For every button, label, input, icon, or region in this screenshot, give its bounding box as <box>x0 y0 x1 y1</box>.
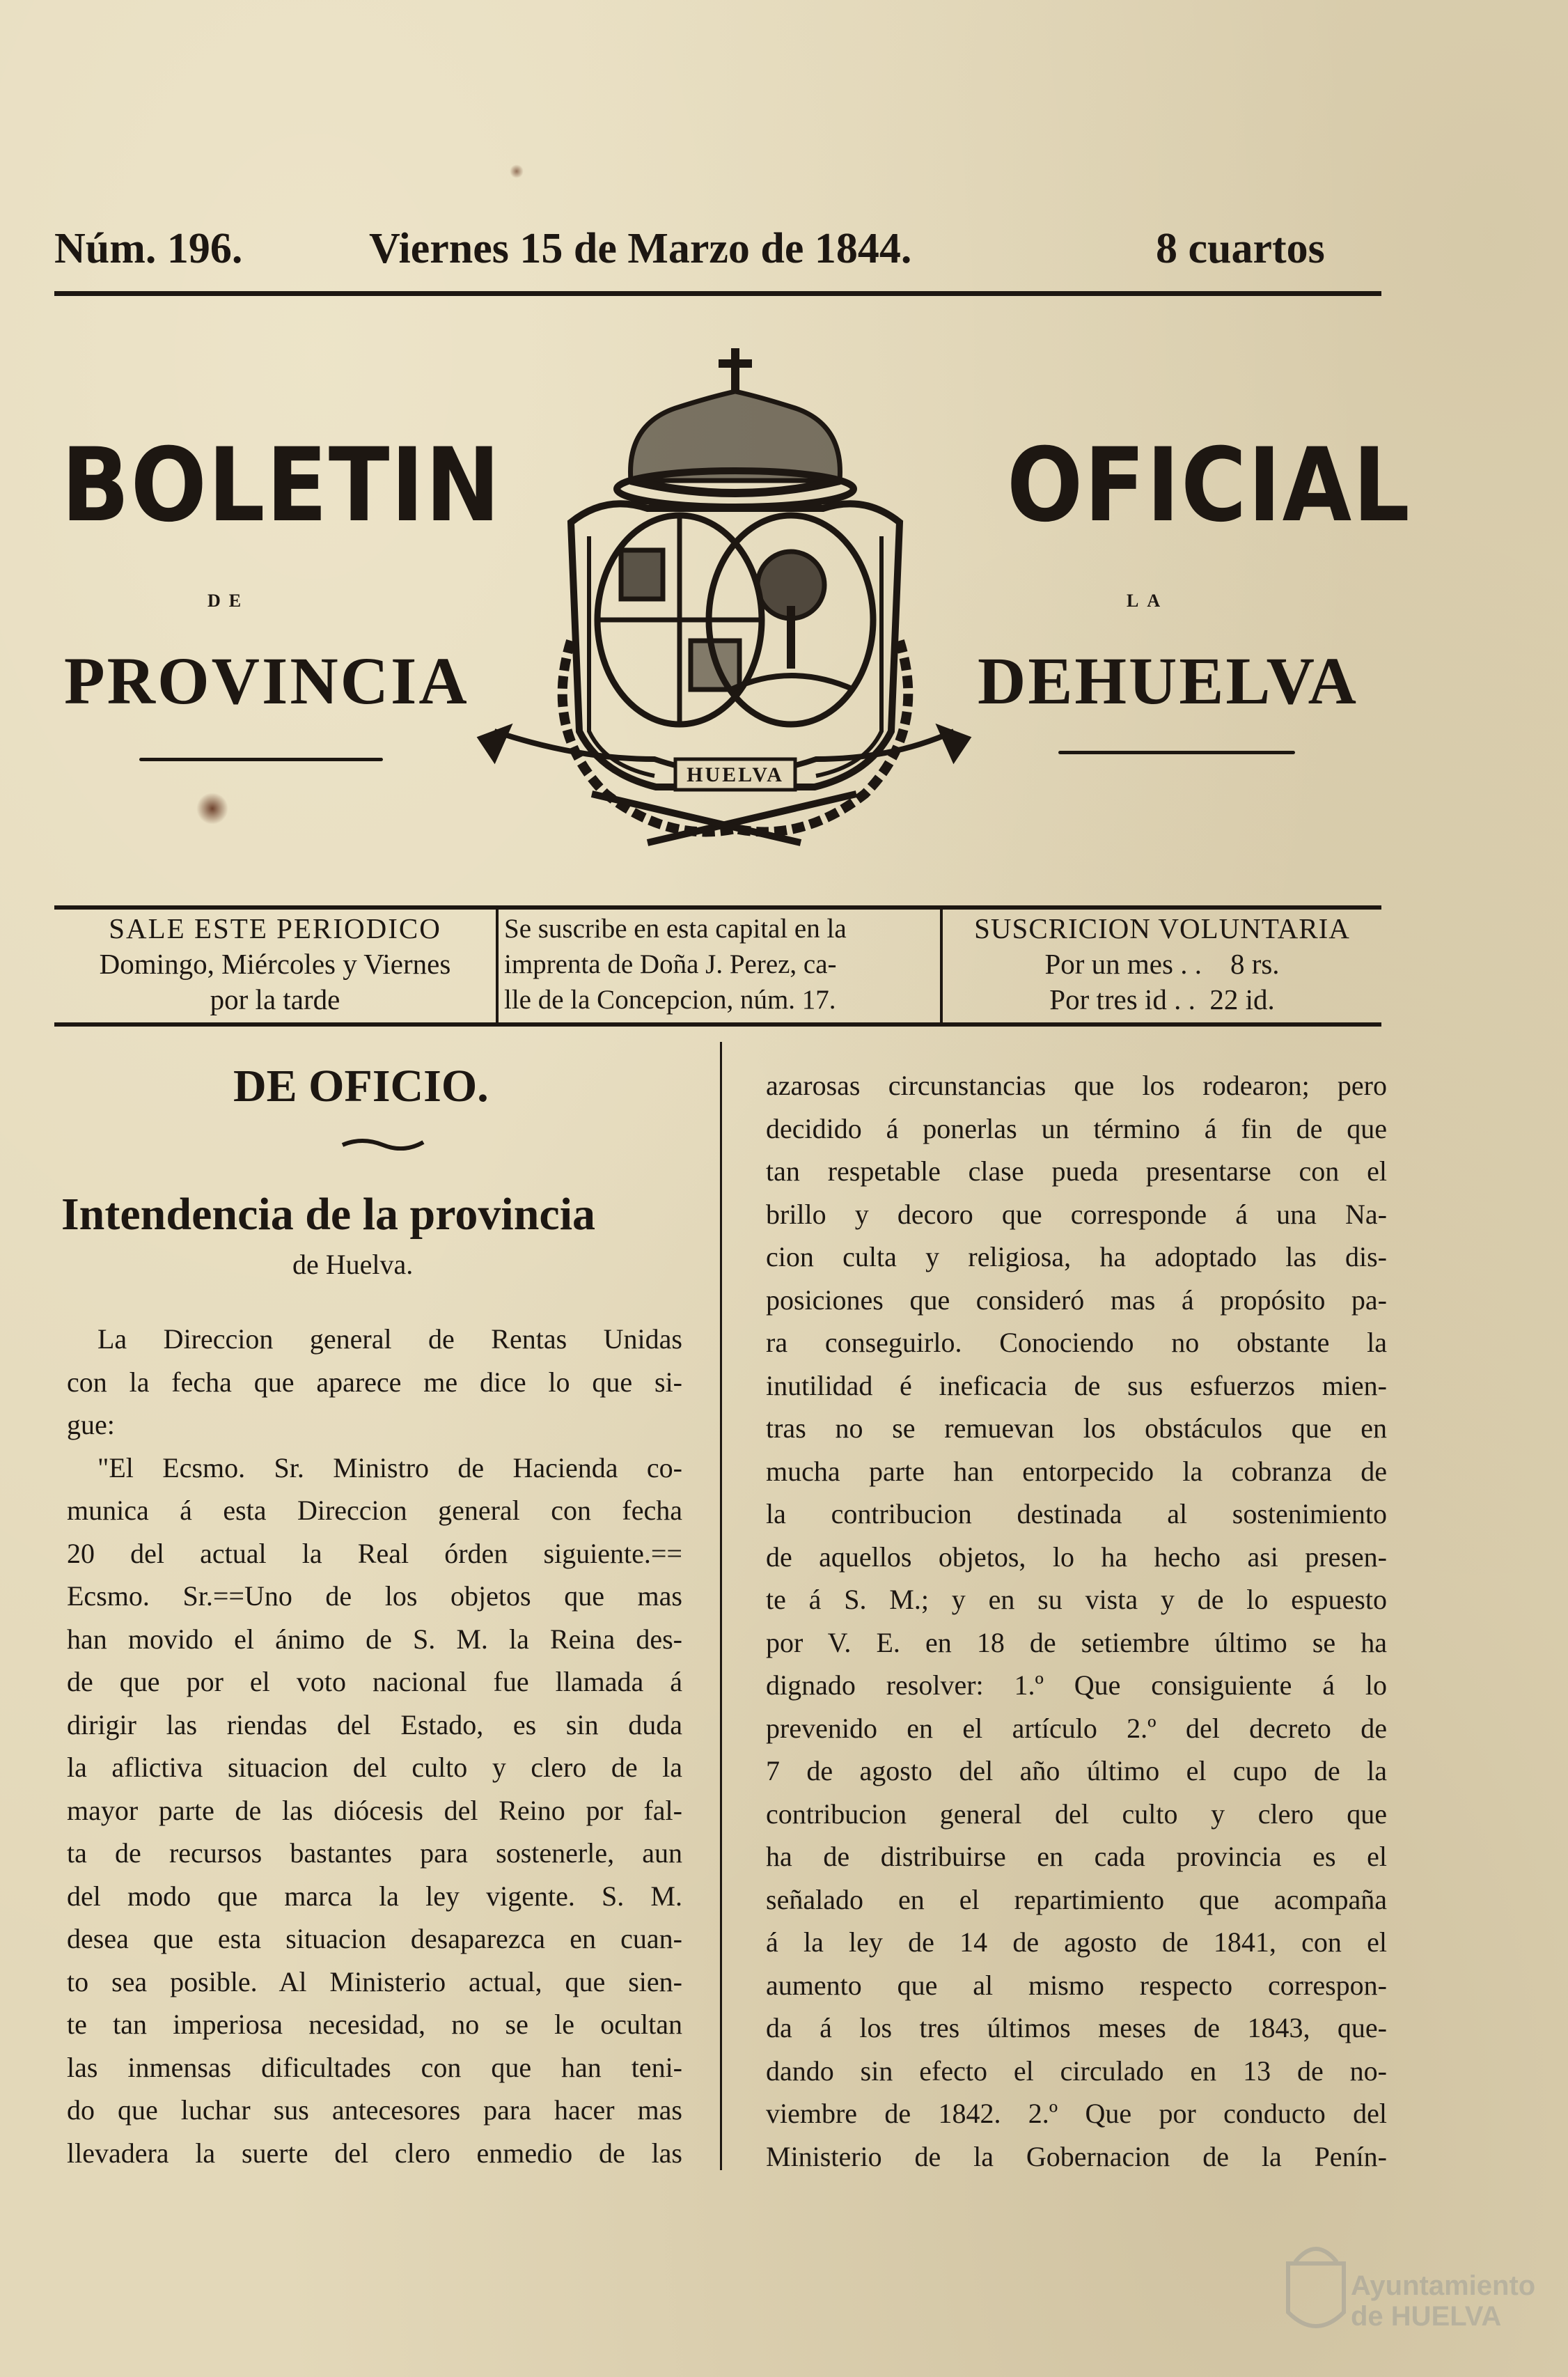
text-line: viembre de 1842. 2.º Que por conducto del <box>766 2098 1387 2129</box>
schedule-days: Domingo, Miércoles y Viernes <box>99 948 451 980</box>
title-la: LA <box>1127 591 1169 611</box>
text-line: 20 del actual la Real órden siguiente.== <box>67 1537 682 1569</box>
text-line: han movido el ánimo de S. M. la Reina des- <box>67 1623 682 1655</box>
subscription-price-month: Por un mes . . 8 rs. <box>1044 948 1280 980</box>
text-line: Ministerio de la Gobernacion de la Penín- <box>766 2140 1387 2172</box>
subscription-line-1: Se suscribe en esta capital en la <box>504 914 847 944</box>
text-line: azarosas circunstancias que los rodearon; pero <box>766 1070 1387 1101</box>
text-line: de que por el voto nacional fue llamada á <box>67 1666 682 1697</box>
issue-number: Núm. 196. <box>54 225 243 272</box>
text-line: "El Ecsmo. Sr. Ministro de Hacienda co- <box>97 1451 682 1483</box>
text-line: á la ley de 14 de agosto de 1841, con el <box>766 1926 1387 1958</box>
title-boletin: BOLETIN <box>61 426 502 545</box>
ink-stain <box>510 164 524 178</box>
text-line: 7 de agosto del año último el cupo de la <box>766 1755 1387 1786</box>
title-oficial: OFICIAL <box>1007 426 1411 545</box>
text-line: ha de distribuirse en cada provincia es el <box>766 1841 1387 1872</box>
text-line: dirigir las riendas del Estado, es sin duda <box>67 1708 682 1740</box>
column-divider <box>720 1042 722 2170</box>
text-line: do que luchar sus antecesores para hacer mas <box>67 2094 682 2126</box>
text-line: mayor parte de las diócesis del Reino por fal- <box>67 1794 682 1826</box>
text-line: Ecsmo. Sr.==Uno de los objetos que mas <box>67 1580 682 1612</box>
text-line: inutilidad é ineficacia de sus esfuerzos mien- <box>766 1369 1387 1401</box>
text-line: te á S. M.; y en su vista y de lo espuesto <box>766 1584 1387 1615</box>
masthead-rule <box>54 291 1381 296</box>
text-line: decidido á ponerlas un término á fin de que <box>766 1112 1387 1144</box>
text-line: las inmensas dificultades con que han teni- <box>67 2051 682 2083</box>
intendencia-subheading: de Huelva. <box>292 1249 414 1280</box>
issue-price: 8 cuartos <box>1156 225 1325 272</box>
title-right-flourish <box>1058 751 1295 754</box>
text-line: tras no se remuevan los obstáculos que en <box>766 1412 1387 1444</box>
text-line: mucha parte han entorpecido la cobranza de <box>766 1455 1387 1487</box>
ink-stain <box>196 793 228 825</box>
text-line: la contribucion destinada al sostenimiento <box>766 1498 1387 1529</box>
title-provincia: PROVINCIA <box>64 644 469 718</box>
text-line: la aflictiva situacion del culto y clero de la <box>67 1752 682 1783</box>
text-line: dando sin efecto el circulado en 13 de no- <box>766 2055 1387 2087</box>
title-de-huelva: DEHUELVA <box>978 644 1358 718</box>
text-line: señalado en el repartimiento que acompaña <box>766 1883 1387 1915</box>
text-line: ta de recursos bastantes para sostenerle, aun <box>67 1837 682 1869</box>
text-line: con la fecha que aparece me dice lo que si- <box>67 1366 682 1398</box>
text-line: tan respetable clase pueda presentarse con el <box>766 1155 1387 1187</box>
section-heading: DE OFICIO. <box>233 1061 489 1112</box>
text-line: da á los tres últimos meses de 1843, que- <box>766 2012 1387 2043</box>
info-divider-2 <box>940 910 943 1022</box>
text-line: to sea posible. Al Ministerio actual, que sien- <box>67 1965 682 1997</box>
crest-icon <box>467 341 982 871</box>
text-line: gue: <box>67 1409 115 1440</box>
subscription-line-3: lle de la Concepcion, núm. 17. <box>504 985 836 1015</box>
schedule-title: SALE ESTE PERIODICO <box>109 912 441 944</box>
text-line: de aquellos objetos, lo ha hecho asi presen- <box>766 1541 1387 1573</box>
text-line: por V. E. en 18 de setiembre último se ha <box>766 1626 1387 1658</box>
text-line: cion culta y religiosa, ha adoptado las dis- <box>766 1241 1387 1272</box>
intendencia-heading: Intendencia de la provincia <box>61 1189 596 1240</box>
heading-ornament <box>341 1137 425 1151</box>
text-line: prevenido en el artículo 2.º del decreto de <box>766 1712 1387 1744</box>
title-left-flourish <box>139 758 383 761</box>
subscription-place-box <box>504 911 936 1017</box>
watermark <box>1281 2236 1536 2347</box>
subscription-line-2: imprenta de Doña J. Perez, ca- <box>504 949 837 979</box>
info-top-rule <box>54 905 1381 910</box>
text-line: llevadera la suerte del clero enmedio de las <box>67 2137 682 2169</box>
text-line: La Direccion general de Rentas Unidas <box>97 1323 682 1355</box>
subscription-price-three: Por tres id . . 22 id. <box>1049 983 1275 1015</box>
huelva-crest <box>467 341 982 871</box>
watermark-text: Ayuntamiento de HUELVA <box>1351 2270 1536 2332</box>
schedule-box <box>58 911 492 1017</box>
text-line: munica á esta Direccion general con fecha <box>67 1495 682 1526</box>
text-line: brillo y decoro que corresponde á una Na- <box>766 1198 1387 1230</box>
crest-ribbon-text: HUELVA <box>687 763 784 786</box>
left-column <box>67 1318 682 2174</box>
watermark-crest-icon <box>1281 2236 1351 2340</box>
text-line: te tan imperiosa necesidad, no se le ocultan <box>67 2009 682 2040</box>
text-line: ra conseguirlo. Conociendo no obstante la <box>766 1327 1387 1358</box>
text-line: aumento que al mismo respecto correspon- <box>766 1969 1387 2001</box>
schedule-time: por la tarde <box>210 983 340 1015</box>
title-de: DE <box>207 591 250 611</box>
right-column <box>766 1064 1387 2178</box>
subscription-price-box <box>944 911 1380 1017</box>
subscription-price-title: SUSCRICION VOLUNTARIA <box>974 912 1350 944</box>
issue-date: Viernes 15 de Marzo de 1844. <box>369 225 912 272</box>
ornament-icon <box>341 1137 425 1151</box>
text-line: posiciones que consideró mas á propósito pa- <box>766 1284 1387 1316</box>
text-line: desea que esta situacion desaparezca en cuan- <box>67 1923 682 1954</box>
text-line: contribucion general del culto y clero que <box>766 1798 1387 1830</box>
info-bottom-rule <box>54 1022 1381 1027</box>
text-line: dignado resolver: 1.º Que consiguiente á lo <box>766 1669 1387 1701</box>
info-divider-1 <box>496 910 499 1022</box>
text-line: del modo que marca la ley vigente. S. M. <box>67 1880 682 1912</box>
